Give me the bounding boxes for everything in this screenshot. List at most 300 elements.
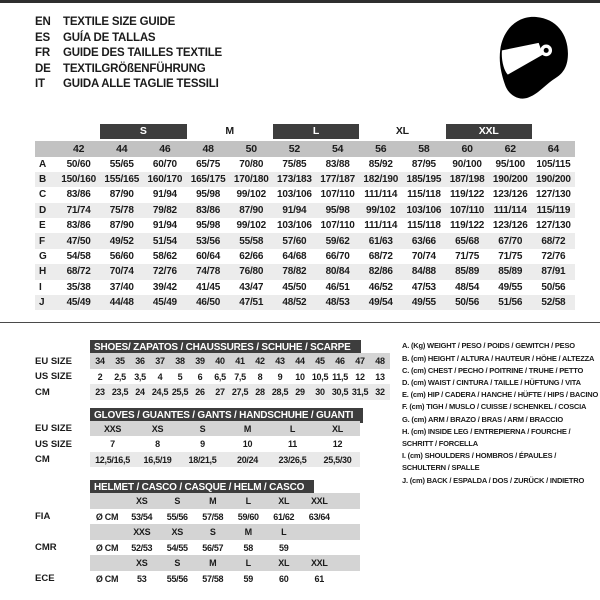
- measurement-cell: 115/119: [536, 204, 571, 216]
- measurement-cell: 50/56: [541, 281, 566, 293]
- legend-line: D. (cm) WAIST / CINTURA / TAILLE / HÜFTUNG / VITA: [402, 378, 581, 388]
- row-letter: I: [39, 281, 42, 293]
- value-cell: 12: [355, 371, 365, 382]
- row-band: [90, 353, 390, 369]
- row-label: EU SIZE: [35, 423, 72, 435]
- value-cell: 59: [243, 573, 253, 584]
- size-group-row: [35, 124, 575, 139]
- unit-cell: Ø CM: [95, 542, 119, 553]
- value-cell: 24,5: [151, 387, 169, 398]
- gloves-table-row: [35, 421, 390, 437]
- measurement-row: [35, 264, 575, 279]
- measurement-cell: 75/85: [282, 158, 307, 170]
- value-cell: 12,5/16,5: [95, 454, 130, 465]
- row-label: ECE: [35, 573, 55, 585]
- row-band: [90, 493, 360, 509]
- measurement-cell: 103/106: [406, 204, 442, 216]
- size-header-cell: 46: [159, 142, 171, 155]
- gloves-table-row: [35, 436, 390, 452]
- legend-line: SCHULTERN / SPALLE: [402, 463, 480, 473]
- measurement-cell: 90/100: [452, 158, 482, 170]
- value-cell: 48: [375, 356, 385, 367]
- value-cell: 55/56: [166, 511, 188, 522]
- measurement-cell: 45/50: [282, 281, 307, 293]
- value-cell: 9: [277, 371, 283, 382]
- value-cell: 61: [314, 573, 324, 584]
- measurement-cell: 51/54: [152, 235, 177, 247]
- language-title: GUIDA ALLE TAGLIE TESSILI: [63, 78, 219, 90]
- measurement-row: [35, 157, 575, 172]
- measurement-cell: 54/58: [66, 251, 91, 263]
- language-title: TEXTILGRÖßENFÜHRUNG: [63, 62, 206, 75]
- value-cell: XS: [136, 558, 148, 569]
- measurement-cell: 47/50: [66, 235, 91, 247]
- measurement-row: [35, 280, 575, 295]
- value-cell: 42: [255, 356, 265, 367]
- value-cell: 10: [295, 371, 305, 382]
- value-cell: 16,5/19: [143, 454, 172, 465]
- value-cell: M: [244, 527, 252, 538]
- value-cell: 8: [155, 439, 160, 450]
- measurement-cell: 68/72: [66, 266, 91, 278]
- measurement-cell: 61/63: [368, 235, 393, 247]
- value-cell: 11: [288, 439, 297, 450]
- section-divider: [0, 322, 600, 323]
- measurement-cell: 63/66: [411, 235, 436, 247]
- measurement-cell: 75/78: [109, 204, 134, 216]
- measurement-cell: 107/110: [320, 189, 355, 201]
- helmet-table-row: [35, 571, 390, 587]
- measurement-cell: 119/122: [449, 189, 485, 201]
- measurement-cell: 87/91: [541, 266, 566, 278]
- measurement-cell: 115/118: [407, 220, 441, 232]
- value-cell: 9: [200, 439, 205, 450]
- row-letter: B: [39, 174, 47, 186]
- row-band: [90, 421, 360, 437]
- measurement-cell: 56/60: [109, 251, 134, 263]
- value-cell: XXL: [310, 558, 328, 569]
- measurement-cell: 155/165: [104, 174, 140, 186]
- value-cell: 52/53: [131, 542, 153, 553]
- measurement-cell: 83/86: [196, 204, 221, 216]
- value-cell: 28: [255, 387, 265, 398]
- value-cell: 5: [177, 371, 183, 382]
- measurement-cell: 49/55: [411, 297, 436, 309]
- measurement-row: [35, 172, 575, 187]
- row-band: [90, 369, 390, 385]
- value-cell: 40: [215, 356, 225, 367]
- value-cell: 56/57: [202, 542, 224, 553]
- measurement-cell: 50/60: [66, 158, 91, 170]
- measurement-cell: 67/70: [498, 235, 523, 247]
- value-cell: 45: [315, 356, 325, 367]
- measurement-row: [35, 203, 575, 218]
- measurement-cell: 127/130: [536, 189, 571, 201]
- size-group-xl: XL: [395, 124, 409, 137]
- value-cell: 23/26,5: [278, 454, 307, 465]
- value-cell: 54/55: [166, 542, 188, 553]
- row-band: [90, 524, 360, 540]
- value-cell: 12: [332, 439, 343, 450]
- measurement-cell: 160/170: [147, 174, 183, 186]
- value-cell: 23: [95, 387, 105, 398]
- value-cell: M: [243, 423, 252, 434]
- measurement-row: [35, 218, 575, 233]
- table-title-row: [35, 337, 390, 353]
- measurement-cell: 111/114: [364, 220, 398, 232]
- helmet-table-row: [35, 509, 390, 525]
- value-cell: 44: [295, 356, 305, 367]
- value-cell: 31,5: [351, 387, 369, 398]
- value-cell: 30,5: [331, 387, 349, 398]
- row-letter: E: [39, 220, 46, 232]
- size-header-cell: 54: [331, 142, 344, 155]
- measurement-cell: 62/66: [239, 251, 264, 263]
- measurement-cell: 165/175: [190, 174, 226, 186]
- value-cell: 59/60: [237, 511, 259, 522]
- measurement-cell: 43/47: [239, 281, 264, 293]
- measurement-cell: 99/102: [366, 204, 396, 216]
- value-cell: 47: [355, 356, 365, 367]
- measurement-cell: 82/86: [368, 266, 393, 278]
- table-title-row: [35, 477, 390, 493]
- measurement-cell: 57/60: [282, 235, 307, 247]
- measurement-legend: [402, 337, 600, 586]
- value-cell: L: [289, 423, 296, 434]
- size-header-cell: 62: [504, 142, 516, 155]
- row-letter: H: [39, 266, 47, 278]
- helmet-size-table: [35, 477, 390, 586]
- measurement-cell: 83/86: [66, 189, 91, 201]
- value-cell: 29: [295, 387, 305, 398]
- measurement-cell: 51/56: [498, 297, 523, 309]
- value-cell: 38: [175, 356, 185, 367]
- value-cell: 35: [115, 356, 125, 367]
- gloves-table-title: GLOVES / GUANTES / GANTS / HANDSCHUHE / GUANTI: [90, 408, 363, 423]
- measurement-cell: 49/54: [368, 297, 393, 309]
- size-header-cell: 56: [375, 142, 387, 155]
- measurement-cell: 65/75: [196, 158, 221, 170]
- measurement-cell: 190/200: [492, 174, 528, 186]
- measurement-cell: 150/160: [61, 174, 96, 186]
- value-cell: M: [209, 558, 217, 569]
- row-label: CM: [35, 454, 50, 466]
- value-cell: XL: [332, 423, 343, 434]
- row-letter: F: [39, 235, 45, 247]
- measurement-cell: 60/70: [152, 158, 177, 170]
- measurement-cell: 103/106: [277, 189, 312, 201]
- value-cell: L: [281, 527, 287, 538]
- row-band: [90, 436, 360, 452]
- gloves-size-table: [35, 405, 390, 468]
- row-label: CMR: [35, 542, 57, 554]
- row-band: [90, 540, 360, 556]
- measurement-cell: 58/62: [152, 251, 177, 263]
- size-header-cell: 48: [202, 142, 214, 155]
- legend-line: J. (cm) BACK / ESPALDA / DOS / ZURÜCK / INDIETRO: [402, 475, 585, 485]
- row-band: [90, 384, 390, 400]
- value-cell: L: [245, 558, 251, 569]
- value-cell: S: [199, 423, 206, 434]
- value-cell: L: [245, 496, 251, 507]
- size-header-cell: 60: [461, 142, 473, 155]
- measurement-cell: 80/84: [325, 266, 350, 278]
- value-cell: 25,5: [171, 387, 189, 398]
- value-cell: XL: [278, 558, 290, 569]
- measurement-cell: 177/187: [320, 174, 355, 186]
- measurement-cell: 170/180: [233, 174, 269, 186]
- value-cell: S: [174, 496, 181, 507]
- measurement-cell: 95/98: [196, 220, 221, 232]
- measurement-row: [35, 187, 575, 202]
- helmet-table-title: HELMET / CASCO / CASQUE / HELM / CASCO: [90, 480, 314, 495]
- value-cell: 23,5: [111, 387, 129, 398]
- measurement-cell: 173/183: [277, 174, 312, 186]
- value-cell: 34: [95, 356, 105, 367]
- legend-line: G. (cm) ARM / BRAZO / BRAS / ARM / BRACCIO: [402, 414, 564, 424]
- measurement-cell: 99/102: [236, 220, 266, 232]
- gloves-table-row: [35, 452, 390, 468]
- measurement-cell: 87/95: [411, 158, 436, 170]
- lower-section: [35, 337, 600, 586]
- value-cell: M: [209, 496, 217, 507]
- shoes-table-row: [35, 369, 390, 385]
- value-cell: 59: [279, 542, 289, 553]
- row-label: [35, 555, 90, 571]
- value-cell: 24: [135, 387, 145, 398]
- measurement-cell: 46/50: [196, 297, 221, 309]
- row-band: [90, 509, 360, 525]
- measurement-row: [35, 295, 575, 310]
- value-cell: 20/24: [236, 454, 259, 465]
- shoes-table-row: [35, 353, 390, 369]
- measurement-cell: 45/49: [152, 297, 177, 309]
- value-cell: 63/64: [308, 511, 330, 522]
- row-letter: J: [39, 297, 45, 309]
- value-cell: 27: [215, 387, 225, 398]
- measurement-cell: 105/115: [536, 158, 571, 170]
- measurement-cell: 123/126: [492, 220, 528, 232]
- value-cell: 3,5: [134, 371, 146, 382]
- measurement-cell: 52/58: [541, 297, 566, 309]
- measurement-cell: 47/51: [239, 297, 264, 309]
- legend-line: B. (cm) HEIGHT / ALTURA / HAUTEUR / HÖHE / ALTEZZA: [402, 353, 595, 363]
- value-cell: 39: [195, 356, 205, 367]
- measurement-cell: 95/98: [196, 189, 221, 201]
- unit-cell: Ø CM: [95, 573, 119, 584]
- value-cell: S: [209, 527, 216, 538]
- size-header-cell: 42: [72, 142, 85, 155]
- measurement-cell: 70/74: [411, 251, 436, 263]
- measurement-cell: 71/75: [498, 251, 523, 263]
- measurement-cell: 39/42: [152, 281, 177, 293]
- measurement-cell: 78/82: [282, 266, 307, 278]
- row-letter: A: [39, 158, 47, 170]
- legend-line: H. (cm) INSIDE LEG / ENTREPIERNA / FOURCHE /: [402, 426, 571, 436]
- helmet-table-row: [35, 555, 390, 571]
- measurement-cell: 107/110: [449, 204, 485, 216]
- value-cell: 11,5: [332, 371, 348, 382]
- measurement-cell: 47/53: [411, 281, 436, 293]
- language-code: EN: [35, 16, 51, 28]
- legend-line: E. (cm) HIP / CADERA / HANCHE / HÜFTE / HIPS / BACINO: [402, 390, 599, 400]
- row-letter: C: [39, 189, 47, 201]
- legend-line: A. (Kg) WEIGHT / PESO / POIDS / GEWITCH / PESO: [402, 341, 575, 351]
- row-label: [35, 493, 90, 509]
- measurement-cell: 99/102: [236, 189, 266, 201]
- value-cell: 41: [235, 356, 245, 367]
- row-label: EU SIZE: [35, 355, 72, 367]
- row-letter: D: [39, 204, 47, 216]
- measurement-cell: 119/122: [449, 220, 485, 232]
- measurement-cell: 70/80: [239, 158, 264, 170]
- row-label: [35, 524, 90, 540]
- measurement-cell: 59/62: [325, 235, 350, 247]
- size-group-m: M: [225, 124, 234, 137]
- value-cell: 30: [315, 387, 325, 398]
- measurement-cell: 91/94: [152, 220, 177, 232]
- value-cell: XXS: [133, 527, 151, 538]
- measurement-cell: 49/55: [498, 281, 523, 293]
- measurement-cell: 48/52: [282, 297, 307, 309]
- measurement-cell: 37/40: [109, 281, 134, 293]
- measurement-cell: 85/89: [455, 266, 480, 278]
- value-cell: XS: [136, 496, 148, 507]
- value-cell: 37: [155, 356, 165, 367]
- value-cell: 4: [157, 371, 163, 382]
- value-cell: 60: [279, 573, 289, 584]
- value-cell: 10,5: [311, 371, 329, 382]
- measurement-cell: 71/74: [66, 204, 91, 216]
- size-header-cell: 50: [245, 142, 257, 155]
- measurement-cell: 68/72: [368, 251, 393, 263]
- helmet-icon: [490, 12, 574, 108]
- value-cell: XS: [171, 527, 183, 538]
- textile-size-table: [35, 124, 575, 311]
- value-cell: 7: [110, 439, 115, 450]
- value-cell: XL: [278, 496, 290, 507]
- measurement-cell: 103/106: [277, 220, 312, 232]
- value-cell: 27,5: [231, 387, 249, 398]
- language-code: IT: [35, 78, 45, 90]
- measurement-cell: 91/94: [152, 189, 177, 201]
- measurement-cell: 46/52: [368, 281, 393, 293]
- language-title: TEXTILE SIZE GUIDE: [63, 16, 176, 28]
- value-cell: 46: [335, 356, 345, 367]
- row-band: [90, 452, 360, 468]
- measurement-cell: 64/68: [282, 251, 307, 263]
- value-cell: 2,5: [114, 371, 126, 382]
- accessory-tables: [35, 337, 390, 586]
- value-cell: 8: [257, 371, 263, 382]
- measurement-cell: 76/80: [239, 266, 264, 278]
- value-cell: 58: [243, 542, 253, 553]
- measurement-cell: 46/51: [325, 281, 350, 293]
- size-group-s: S: [100, 124, 186, 139]
- size-group-l: L: [273, 124, 359, 139]
- value-cell: 53/54: [131, 511, 153, 522]
- measurement-cell: 182/190: [363, 174, 399, 186]
- language-title: GUÍA DE TALLAS: [63, 31, 156, 44]
- measurement-cell: 72/76: [152, 266, 177, 278]
- value-cell: S: [174, 558, 181, 569]
- value-cell: 2: [97, 371, 103, 382]
- value-cell: 55/56: [166, 573, 188, 584]
- value-cell: 57/58: [202, 573, 224, 584]
- measurement-cell: 68/72: [541, 235, 566, 247]
- measurement-cell: 44/48: [109, 297, 134, 309]
- measurement-cell: 83/88: [325, 158, 350, 170]
- measurement-cell: 65/68: [455, 235, 480, 247]
- measurement-row: [35, 249, 575, 264]
- shoes-table-row: [35, 384, 390, 400]
- measurement-cell: 83/86: [66, 220, 91, 232]
- value-cell: 57/58: [202, 511, 224, 522]
- size-header-cell: 58: [418, 142, 430, 155]
- value-cell: 36: [135, 356, 145, 367]
- measurement-cell: 85/92: [368, 158, 393, 170]
- value-cell: 18/21,5: [188, 454, 217, 465]
- measurement-cell: 123/126: [492, 189, 528, 201]
- measurement-cell: 84/88: [411, 266, 436, 278]
- measurement-cell: 87/90: [109, 189, 134, 201]
- shoes-size-table: [35, 337, 390, 400]
- value-cell: 10: [242, 439, 253, 450]
- row-band: [90, 555, 360, 571]
- measurement-cell: 190/200: [536, 174, 571, 186]
- row-label: US SIZE: [35, 438, 72, 450]
- row-label: US SIZE: [35, 371, 72, 383]
- legend-line: I. (cm) SHOULDERS / HOMBROS / ÉPAULES /: [402, 451, 557, 461]
- measurement-cell: 91/94: [282, 204, 307, 216]
- measurement-cell: 60/64: [196, 251, 221, 263]
- measurement-cell: 107/110: [320, 220, 355, 232]
- measurement-cell: 71/75: [455, 251, 480, 263]
- measurement-cell: 48/53: [325, 297, 350, 309]
- measurement-cell: 115/118: [407, 189, 441, 201]
- helmet-table-row: [35, 493, 390, 509]
- measurement-cell: 70/74: [109, 266, 134, 278]
- measurement-cell: 87/90: [109, 220, 134, 232]
- value-cell: 26: [195, 387, 205, 398]
- helmet-icon-svg: [490, 12, 574, 108]
- measurement-cell: 55/65: [109, 158, 134, 170]
- row-label: CM: [35, 386, 50, 398]
- measurement-cell: 45/49: [66, 297, 91, 309]
- language-code: DE: [35, 62, 51, 75]
- legend-line: F. (cm) TIGH / MUSLO / CUISSE / SCHENKEL / COSCIA: [402, 402, 587, 412]
- helmet-table-row: [35, 540, 390, 556]
- size-header-cell: 44: [116, 142, 128, 155]
- measurement-cell: 127/130: [536, 220, 571, 232]
- measurement-cell: 85/89: [498, 266, 523, 278]
- measurement-cell: 79/82: [152, 204, 177, 216]
- value-cell: XS: [151, 423, 164, 434]
- value-cell: XXS: [103, 423, 122, 434]
- measurement-cell: 74/78: [196, 266, 221, 278]
- value-cell: 53: [137, 573, 147, 584]
- measurement-cell: 41/45: [196, 281, 221, 293]
- value-cell: 25,5/30: [323, 454, 352, 465]
- row-band: [90, 571, 360, 587]
- language-code: ES: [35, 31, 50, 44]
- value-cell: 6: [197, 371, 203, 382]
- language-code: FR: [35, 47, 50, 59]
- value-cell: 32: [375, 387, 385, 398]
- value-cell: 7,5: [234, 371, 246, 382]
- size-header-row: [35, 141, 575, 157]
- size-group-xxl: XXL: [446, 124, 532, 139]
